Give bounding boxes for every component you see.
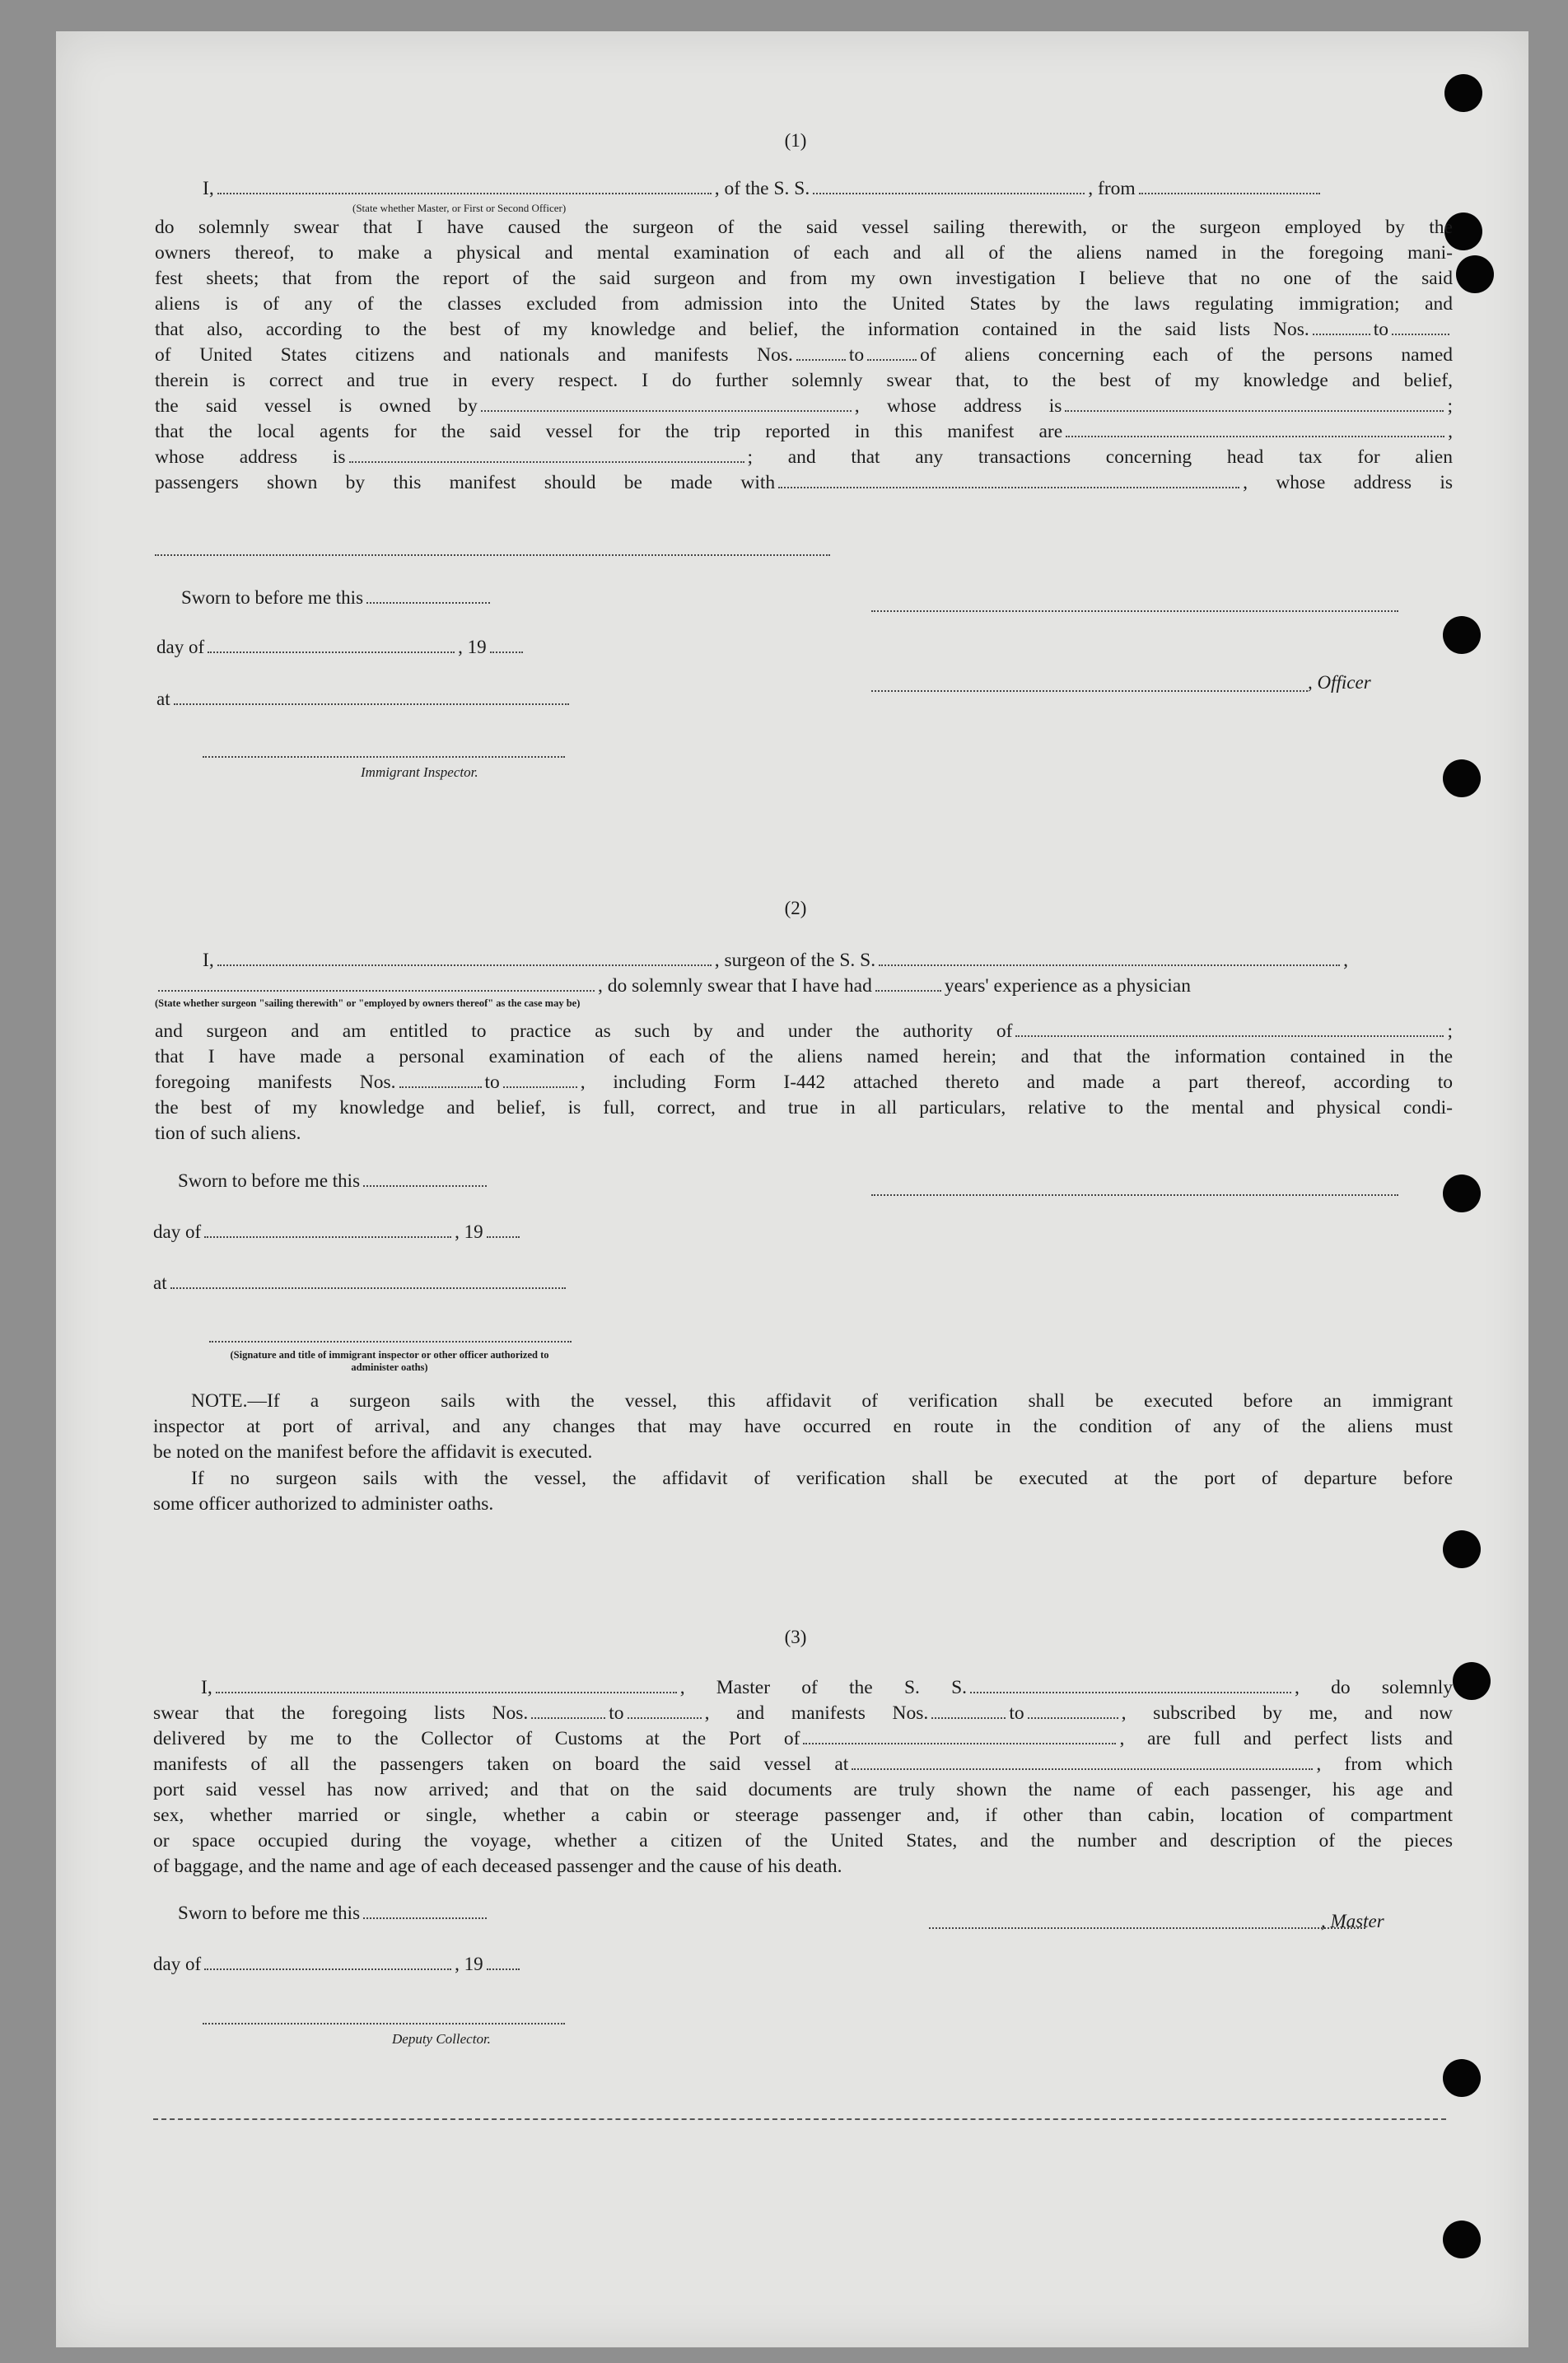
s2-inspector-caption: (Signature and title of immigrant inspector or other officer authorized to administer oaths) — [230, 1349, 549, 1373]
s3-line: port said vessel has now arrived; and that on the said documents are truly shown the name of each passenger, his age and — [153, 1779, 1453, 1800]
s1-line-owned: the said vessel is owned by , whose address is ; — [155, 395, 1453, 417]
s1-owner-field[interactable] — [481, 410, 852, 412]
s1-headtax-agent-field[interactable] — [778, 487, 1239, 488]
s2-year-field[interactable] — [487, 1236, 520, 1238]
s2-surgeon-type-field[interactable] — [158, 990, 595, 992]
note-line: some officer authorized to administer oaths. — [153, 1493, 494, 1515]
punch-hole-9 — [1443, 2059, 1481, 2097]
s1-year-field[interactable] — [490, 651, 523, 653]
s3-collector-label: Deputy Collector. — [392, 2031, 491, 2047]
s1-of-ss-label: , of the S. S. — [714, 178, 810, 199]
s2-sworn-date-field[interactable] — [363, 1185, 487, 1187]
s3-year-field[interactable] — [487, 1968, 520, 1970]
section-1-number: (1) — [784, 130, 807, 151]
s3-embark-port-field[interactable] — [852, 1768, 1313, 1770]
s2-first-line: I, , surgeon of the S. S. , — [203, 950, 1348, 971]
s1-manifests-from-field[interactable] — [796, 359, 846, 361]
s2-day-line: day of , 19 — [153, 1221, 523, 1243]
s3-line: sex, whether married or single, whether a cabin or steerage passenger and, if other than cabin, location of compartment — [153, 1805, 1453, 1826]
s3-lists-from-field[interactable] — [531, 1717, 605, 1719]
s1-from-label: , from — [1088, 178, 1136, 199]
s1-agent-address-field[interactable] — [349, 461, 744, 463]
s1-line: owners thereof, to make a physical and mental examination of each and all of the aliens named in the foregoing mani- — [155, 242, 1453, 264]
s1-from-field[interactable] — [1139, 193, 1320, 194]
s2-line: tion of such aliens. — [155, 1123, 301, 1144]
punch-hole-8 — [1453, 1662, 1491, 1700]
s1-sworn-date-field[interactable] — [366, 602, 490, 604]
punch-hole-6 — [1443, 1174, 1481, 1212]
s1-line: aliens is of any of the classes excluded from admission into the United States by the laws regulating immigration; and — [155, 293, 1453, 315]
s2-surgeon-signature-line[interactable] — [871, 1194, 1398, 1196]
s1-place-field[interactable] — [174, 703, 569, 705]
s3-line: or space occupied during the voyage, whether a citizen of the United States, and the number and description of the pieces — [153, 1830, 1453, 1852]
s1-owner-address-field[interactable] — [1065, 410, 1444, 412]
s1-day-line: day of , 19 — [156, 637, 526, 658]
punch-hole-10 — [1443, 2221, 1481, 2258]
s1-first-line — [203, 178, 1451, 200]
s2-second-line: , do solemnly swear that I have had years' experience as a physician — [155, 975, 1453, 997]
s1-vessel-field[interactable] — [813, 193, 1085, 194]
s2-line-authority: and surgeon and am entitled to practice as such by and under the authority of ; — [155, 1020, 1453, 1042]
s2-line: the best of my knowledge and belief, is full, correct, and true in all particulars, relative to the mental and physical condi- — [155, 1097, 1453, 1118]
s2-sworn-line: Sworn to before me this — [178, 1170, 490, 1192]
s3-line-taken-on: manifests of all the passengers taken on board the said vessel at , from which — [153, 1754, 1453, 1775]
s3-port-field[interactable] — [803, 1743, 1116, 1744]
s3-sworn-line: Sworn to before me this — [178, 1903, 490, 1924]
s3-line: of baggage, and the name and age of each deceased passenger and the cause of his death. — [153, 1856, 842, 1877]
s3-line-lists: swear that the foregoing lists Nos. to , and manifests Nos. to , subscribed by me, and now — [153, 1702, 1454, 1724]
s1-officer-address-line[interactable] — [871, 610, 1398, 612]
s2-month-field[interactable] — [204, 1236, 451, 1238]
s1-line-headtax: passengers shown by this manifest should be made with , whose address is — [155, 472, 1453, 493]
s1-line-agents: that the local agents for the said vessel for the trip reported in this manifest are , — [155, 421, 1453, 442]
note-line: be noted on the manifest before the affidavit is executed. — [153, 1441, 593, 1463]
s2-line-manifests: foregoing manifests Nos. to , including Form I-442 attached thereto and made a part thereof, according to — [155, 1072, 1453, 1093]
section-2-number: (2) — [784, 898, 807, 918]
s3-manifests-from-field[interactable] — [931, 1717, 1006, 1719]
s1-agents-field[interactable] — [1066, 436, 1444, 437]
s1-officer-field[interactable] — [217, 193, 712, 194]
s1-month-field[interactable] — [208, 651, 455, 653]
s2-surgeon-caption: (State whether surgeon "sailing therewith" or "employed by owners thereof" as the case may be) — [155, 997, 581, 1009]
s1-line: fest sheets; that from the report of the said surgeon and from my own investigation I believe that no one of the said — [155, 268, 1453, 289]
s1-address-continuation-line[interactable] — [155, 554, 830, 556]
s1-sworn-line: Sworn to before me this — [181, 587, 493, 609]
s2-manifests-to-field[interactable] — [503, 1086, 577, 1088]
s1-i-label: I, — [203, 178, 214, 199]
punch-hole-1 — [1444, 74, 1482, 112]
punch-hole-3 — [1456, 255, 1494, 293]
punch-hole-5 — [1443, 759, 1481, 797]
s3-master-name-field[interactable] — [216, 1692, 677, 1693]
s1-lists-from-field[interactable] — [1313, 334, 1370, 335]
s1-manifests-to-field[interactable] — [867, 359, 917, 361]
s1-inspector-signature-line[interactable] — [203, 756, 565, 758]
s3-month-field[interactable] — [204, 1968, 451, 1970]
s1-oath-text — [155, 215, 1453, 496]
s1-line: therein is correct and true in every respect. I do further solemnly swear that, to the best of my knowledge and belief, — [155, 370, 1453, 391]
s2-at-line: at — [153, 1273, 569, 1294]
note-paragraph-2 — [153, 1466, 1453, 1517]
s2-vessel-field[interactable] — [879, 964, 1340, 966]
note-line: NOTE.—If a surgeon sails with the vessel, this affidavit of verification shall be executed before an immigrant — [191, 1390, 1453, 1412]
s2-place-field[interactable] — [170, 1287, 566, 1289]
s3-day-line: day of , 19 — [153, 1954, 523, 1975]
s1-line-lists: that also, according to the best of my knowledge and belief, the information contained in the said lists Nos. to — [155, 317, 1453, 343]
s3-collector-signature-line[interactable] — [203, 2023, 565, 2024]
s2-inspector-signature-line[interactable] — [209, 1341, 572, 1343]
s1-officer-label: , Officer — [1308, 672, 1371, 693]
document-sheet — [56, 31, 1528, 2347]
s2-manifests-from-field[interactable] — [399, 1086, 482, 1088]
s1-inspector-label: Immigrant Inspector. — [361, 764, 478, 780]
s3-sworn-date-field[interactable] — [363, 1917, 487, 1919]
s2-surgeon-name-field[interactable] — [217, 964, 712, 966]
s3-lists-to-field[interactable] — [628, 1717, 702, 1719]
s1-line: do solemnly swear that I have caused the surgeon of the said vessel sailing therewith, or the surgeon employed by the — [155, 217, 1453, 238]
s1-line-manifests: of United States citizens and nationals and manifests Nos. to of aliens concerning each of the persons named — [155, 344, 1453, 366]
s3-master-label: , Master — [1321, 1911, 1384, 1931]
s3-line-port: delivered by me to the Collector of Customs at the Port of , are full and perfect lists and — [153, 1728, 1454, 1749]
s2-years-field[interactable] — [875, 990, 941, 992]
s3-manifests-to-field[interactable] — [1028, 1717, 1118, 1719]
note-line: If no surgeon sails with the vessel, the affidavit of verification shall be executed at the port of departure before — [191, 1468, 1453, 1489]
s1-lists-to-field[interactable] — [1392, 334, 1449, 335]
s1-at-line: at — [156, 689, 572, 710]
bottom-rule — [153, 2118, 1446, 2120]
punch-hole-7 — [1443, 1530, 1481, 1568]
s1-officer-signature-line[interactable] — [871, 690, 1308, 692]
note-paragraph-1 — [153, 1389, 1453, 1465]
s1-line-agent-address: whose address is ; and that any transactions concerning head tax for alien — [155, 446, 1453, 468]
section-3-number: (3) — [784, 1627, 807, 1647]
s3-vessel-field[interactable] — [970, 1692, 1291, 1693]
s3-oath-text — [153, 1675, 1453, 1880]
punch-hole-4 — [1443, 616, 1481, 654]
s2-oath-text — [155, 1019, 1453, 1146]
s2-line: that I have made a personal examination of each of the aliens named herein; and that the information contained in the — [155, 1046, 1453, 1067]
s1-officer-caption: (State whether Master, or First or Second Officer) — [352, 202, 567, 214]
s3-master-signature-line[interactable] — [929, 1927, 1365, 1929]
note-line: inspector at port of arrival, and any changes that may have occurred en route in the condition of any of the aliens must — [153, 1416, 1453, 1437]
s2-authority-field[interactable] — [1015, 1035, 1444, 1037]
s3-line-master: I, , Master of the S. S. , do solemnly — [201, 1677, 1453, 1698]
